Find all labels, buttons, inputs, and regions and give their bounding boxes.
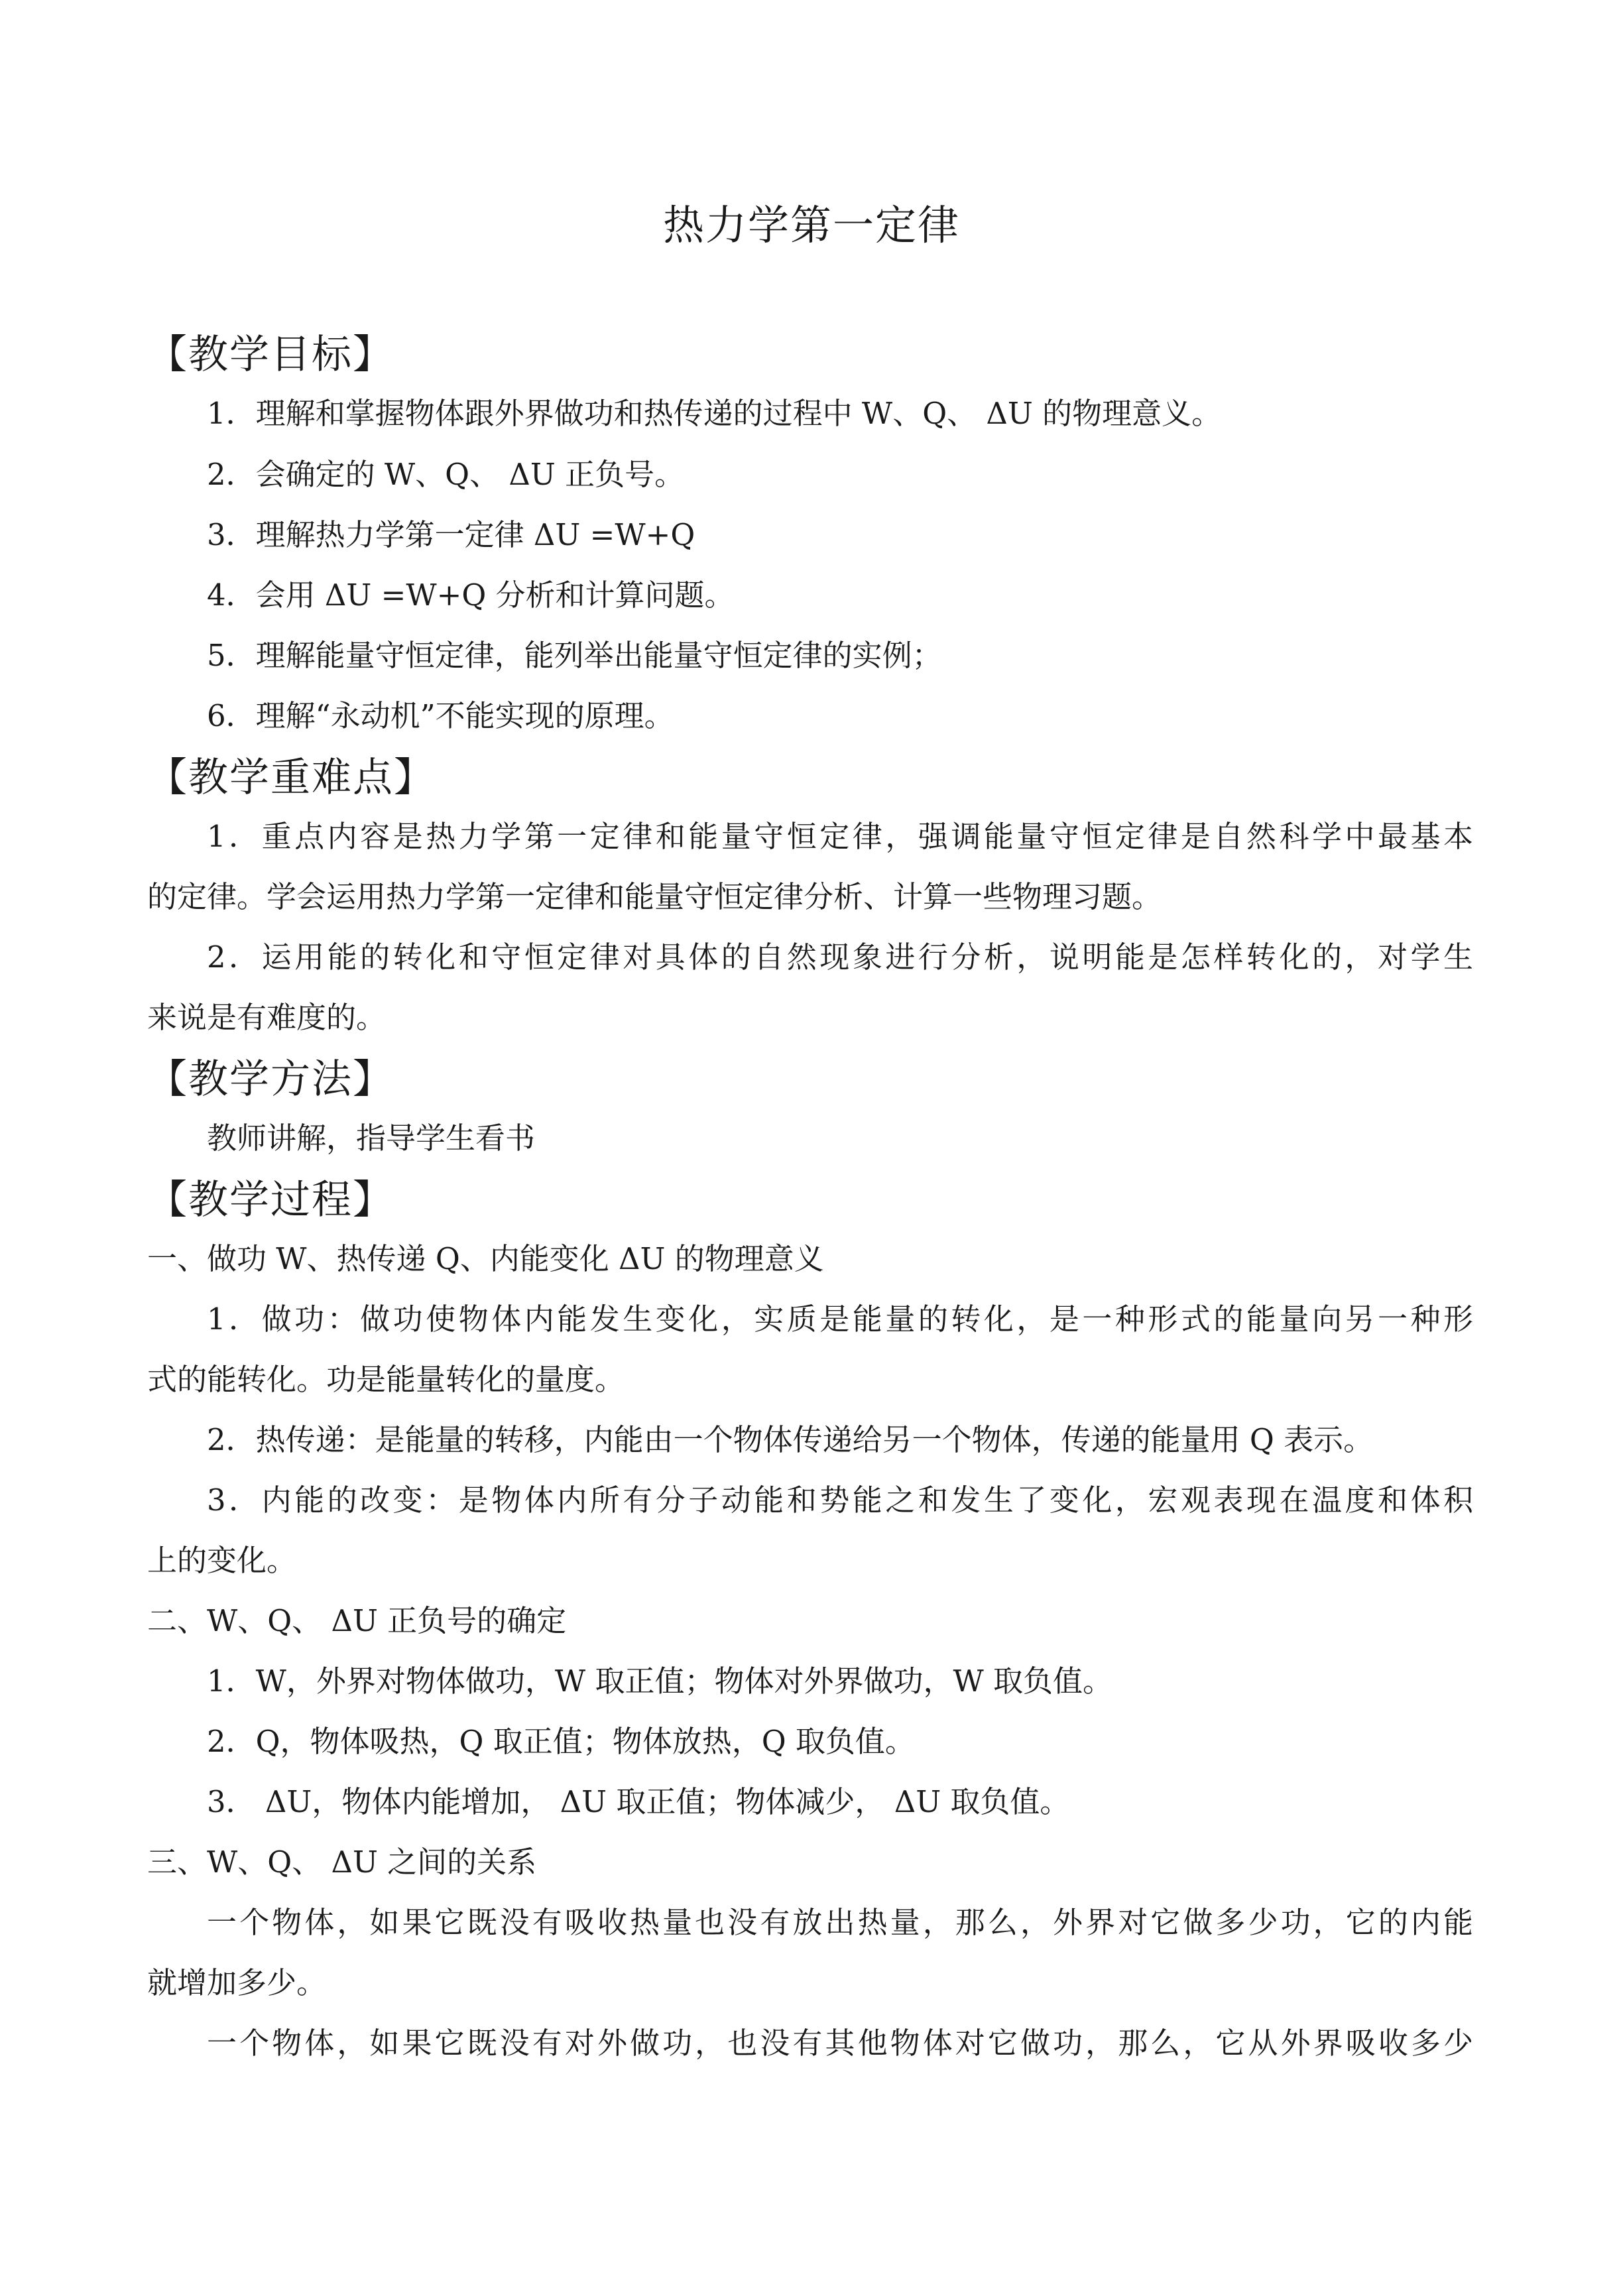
process-paragraph-line: 上的变化。 (147, 1543, 297, 1578)
goal-item: 5．理解能量守恒定律，能列举出能量守恒定律的实例； (207, 638, 942, 673)
section-heading-keypoints: 【教学重难点】 (147, 755, 435, 801)
process-subheading: 一、做功 W、热传递 Q、内能变化 ΔU 的物理意义 (147, 1241, 824, 1276)
goal-item: 1．理解和掌握物体跟外界做功和热传递的过程中 W、Q、 ΔU 的物理意义。 (207, 396, 1222, 431)
process-paragraph-line: 3． ΔU，物体内能增加， ΔU 取正值；物体减少， ΔU 取负值。 (207, 1784, 1070, 1819)
document-title: 热力学第一定律 (662, 201, 960, 249)
process-subheading: 二、W、Q、 ΔU 正负号的确定 (147, 1603, 567, 1638)
keypoint-paragraph-line: 1．重点内容是热力学第一定律和能量守恒定律，强调能量守恒定律是自然科学中最基本 (207, 819, 1473, 854)
keypoint-paragraph-line: 来说是有难度的。 (147, 1000, 387, 1035)
process-paragraph-line: 就增加多少。 (147, 1965, 327, 2000)
process-paragraph-line: 3．内能的改变：是物体内所有分子动能和势能之和发生了变化，宏观表现在温度和体积 (207, 1482, 1473, 1518)
goal-item: 2．会确定的 W、Q、 ΔU 正负号。 (207, 457, 685, 492)
keypoint-paragraph-line: 的定律。学会运用热力学第一定律和能量守恒定律分析、计算一些物理习题。 (147, 879, 1162, 914)
goal-item: 4．会用 ΔU =W+Q 分析和计算问题。 (207, 577, 735, 613)
process-paragraph-line: 一个物体，如果它既没有对外做功，也没有其他物体对它做功，那么，它从外界吸收多少 (207, 2025, 1473, 2061)
process-paragraph-line: 1．W，外界对物体做功，W 取正值；物体对外界做功，W 取负值。 (207, 1663, 1112, 1699)
section-heading-goals: 【教学目标】 (147, 332, 394, 378)
section-heading-process: 【教学过程】 (147, 1177, 394, 1223)
process-paragraph-line: 2．Q，物体吸热，Q 取正值；物体放热，Q 取负值。 (207, 1724, 915, 1759)
section-heading-method: 【教学方法】 (147, 1056, 394, 1103)
keypoint-paragraph-line: 2．运用能的转化和守恒定律对具体的自然现象进行分析，说明能是怎样转化的，对学生 (207, 939, 1473, 975)
process-paragraph-line: 2．热传递：是能量的转移，内能由一个物体传递给另一个物体，传递的能量用 Q 表示。 (207, 1422, 1374, 1457)
process-paragraph-line: 一个物体，如果它既没有吸收热量也没有放出热量，那么，外界对它做多少功，它的内能 (207, 1905, 1473, 1940)
method-text: 教师讲解，指导学生看书 (207, 1120, 536, 1156)
process-subheading: 三、W、Q、 ΔU 之间的关系 (147, 1844, 537, 1880)
goal-item: 3．理解热力学第一定律 ΔU =W+Q (207, 517, 695, 552)
goal-item: 6．理解“永动机”不能实现的原理。 (207, 698, 674, 733)
process-paragraph-line: 1．做功：做功使物体内能发生变化，实质是能量的转化，是一种形式的能量向另一种形 (207, 1301, 1473, 1337)
process-paragraph-line: 式的能转化。功是能量转化的量度。 (147, 1362, 625, 1397)
